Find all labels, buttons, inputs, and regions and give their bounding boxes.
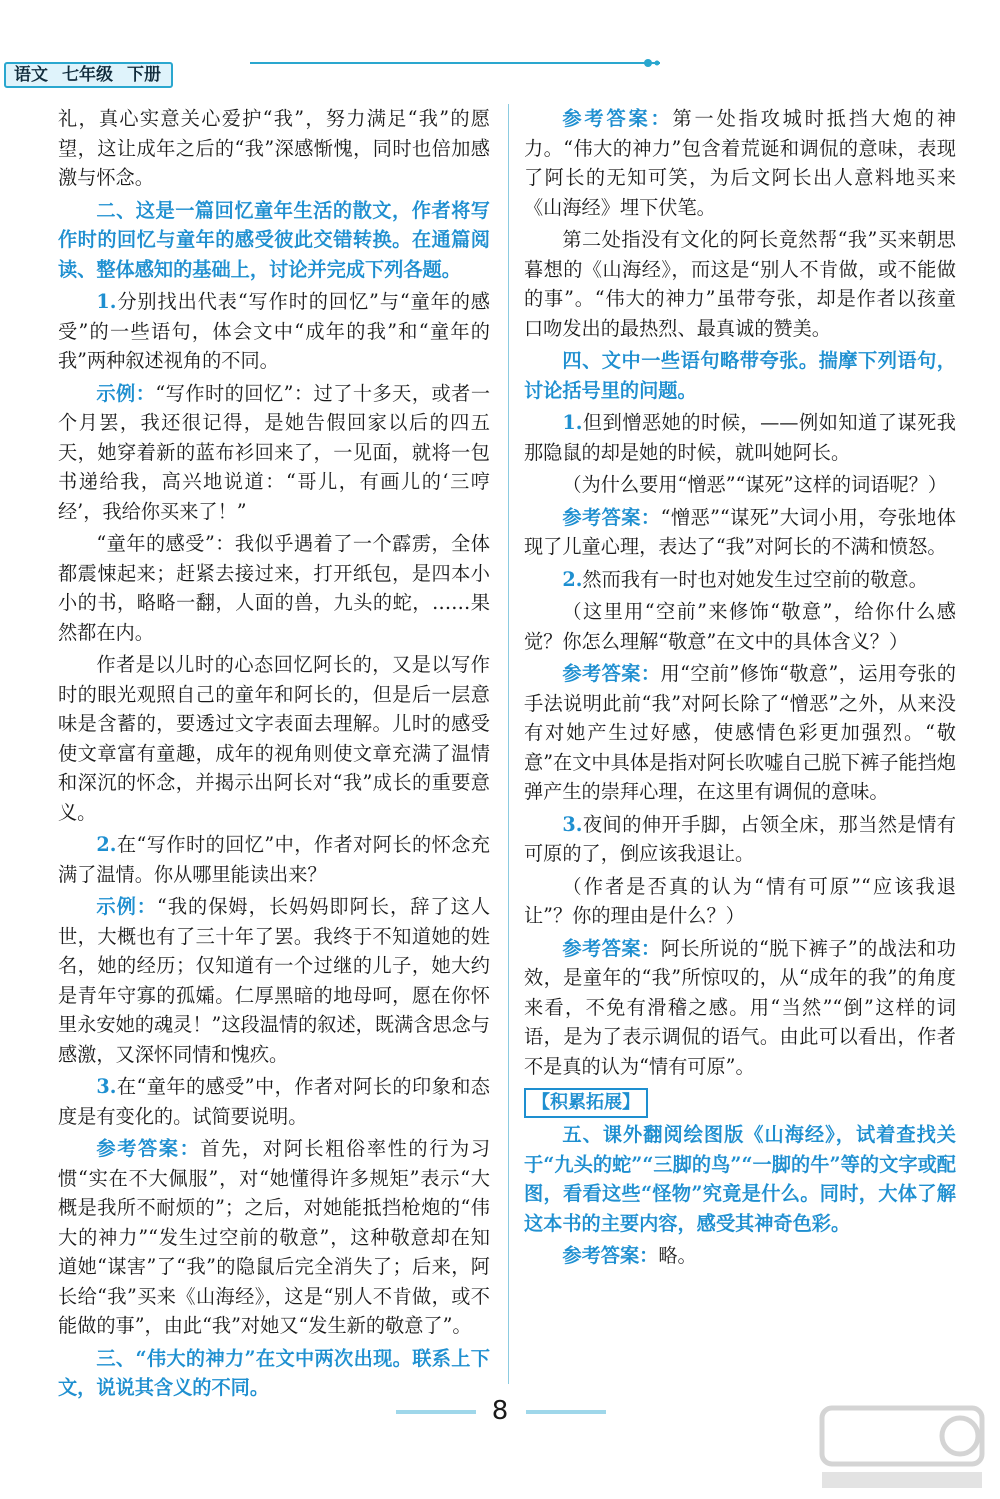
answer-text: 第一处指攻城时抵挡大炮的神力。“伟大的神力”包含着荒诞和调侃的意味，表现了阿长的无知可笑，为后文阿长出人意料地买来《山海经》埋下伏笔。	[524, 107, 957, 219]
question-4-2	[524, 565, 956, 595]
question-2-3	[58, 1072, 490, 1131]
answer-text: 用“空前”修饰“敬意”，运用夸张的手法说明此前“我”对阿长除了“憎恶”之外，从来没有对她产生过好感，使感情色彩更加强烈。“敬意”在文中具体是指对阿长吹嘘自己脱下裤子能挡炮弹产生的崇拜心理，在这里有调侃的意味。	[524, 662, 956, 803]
column-divider	[508, 104, 509, 1384]
question-text: 在“写作时的回忆”中，作者对阿长的怀念充满了温情。你从哪里能读出来？	[58, 833, 490, 886]
question-number: 3.	[562, 812, 583, 836]
answer-2-3	[58, 1134, 490, 1341]
question-text: 夜间的伸开手脚，占领全床，那当然是情有可原的了，倒应该我退让。	[524, 812, 956, 865]
question-number: 3.	[96, 1075, 117, 1098]
question-number: 1.	[96, 290, 117, 313]
example-label: 示例：	[96, 381, 156, 405]
answer-3b: 第二处指没有文化的阿长竟然帮“我”买来朝思暮想的《山海经》，而这是“别人不肯做，或不能做的事”。“伟大的神力”虽带夸张，却是作者以孩童口吻发出的最热烈、最真诚的赞美。	[524, 228, 956, 340]
answer-text: 首先，对阿长粗俗率性的行为习惯“实在不大佩服”，对“她懂得许多规矩”表示“大概是我所不耐烦的”；之后，对她能抵挡枪炮的“伟大的神力”“发生过空前的敬意”，这种敬意却在知道她“谋害”了“我”的隐鼠后完全消失了；后来，阿长给“我”买来《山海经》，这是“别人不肯做，或不能做的事”，由此“我”对她又“发生新的敬意了”。	[58, 1137, 491, 1337]
question-number: 1.	[562, 411, 583, 434]
answer-label: 参考答案：	[562, 1244, 659, 1267]
example-text: “我的保姆，长妈妈即阿长，辞了这人世，大概也有了三十年了罢。我终于不知道她的姓名，她的经历；仅知道有一个过继的儿子，她大约是青年守寡的孤孀。仁厚黑暗的地母呵，愿在你怀里永安她的魂灵！”这段温情的叙述，既满含思念与感激，又深怀同情和愧疚。	[58, 895, 491, 1066]
left-column	[58, 104, 490, 1406]
answer-text: 阿长所说的“脱下裤子”的战法和功效，是童年的“我”所惊叹的，从“成年的我”的角度来看，不免有滑稽之感。用“当然”“倒”这样的词语，是为了表示调侃的语气。由此可以看出，作者不是真的认为“情有可原”。	[524, 936, 956, 1078]
page-number: 8	[491, 1396, 509, 1426]
answer-4-1	[524, 503, 956, 562]
question-4: 四、文中一些语句略带夸张。揣摩下列语句，讨论括号里的问题。	[524, 349, 956, 402]
answer-text: “憎恶”“谋死”大词小用，夸张地体现了儿童心理，表达了“我”对阿长的不满和愤怒。	[524, 505, 956, 558]
question-text: 但到憎恶她的时候，——例如知道了谋死我那隐鼠的却是她的时候，就叫她阿长。	[524, 411, 956, 464]
answer-5	[524, 1241, 956, 1271]
answer-label: 参考答案：	[562, 107, 673, 130]
right-column	[524, 104, 956, 1274]
example-label: 示例：	[96, 895, 157, 918]
question-4-2-prompt: （这里用“空前”来修饰“敬意”，给你什么感觉？你怎么理解“敬意”在文中的具体含义？）	[524, 600, 956, 653]
question-4-3	[524, 810, 956, 869]
answer-label: 参考答案：	[96, 1137, 201, 1160]
section-tag-accumulation: 【积累拓展】	[524, 1088, 648, 1118]
page-number-ornament-right-icon	[526, 1408, 606, 1416]
answer-label: 参考答案：	[562, 936, 661, 960]
header-tab	[4, 62, 173, 88]
example-1c: 作者是以儿时的心态回忆阿长的，又是以写作时的眼光观照自己的童年和阿长的，但是后一层意味是含蓄的，要透过文字表面去理解。儿时的感受使文章富有童趣，成年的视角则使文章充满了温情和深沉的怀念，并揭示出阿长对“我”成长的重要意义。	[58, 653, 490, 824]
question-5: 五、课外翻阅绘图版《山海经》，试着查找关于“九头的蛇”“三脚的鸟”“一脚的牛”等的文字或配图，看看这些“怪物”究竟是什么。同时，大体了解这本书的主要内容，感受其神奇色彩。	[524, 1123, 956, 1235]
question-number: 2.	[96, 833, 117, 856]
question-4-3-prompt: （作者是否真的认为“情有可原”“应该我退让”？你的理由是什么？）	[524, 874, 956, 927]
question-2-2	[58, 830, 490, 889]
example-1	[58, 379, 490, 527]
question-2: 二、这是一篇回忆童年生活的散文，作者将写作时的回忆与童年的感受彼此交错转换。在通篇阅读、整体感知的基础上，讨论并完成下列各题。	[58, 198, 490, 281]
paragraph: 礼，真心实意关心爱护“我”，努力满足“我”的愿望，这让成年之后的“我”深感惭愧，同时也倍加感激与怀念。	[58, 107, 490, 189]
answer-4-2	[524, 659, 956, 807]
question-3: 三、“伟大的神力”在文中两次出现。联系上下文，说说其含义的不同。	[58, 1346, 490, 1399]
answer-text: 略。	[658, 1244, 697, 1267]
question-text: 在“童年的感受”中，作者对阿长的印象和态度是有变化的。试简要说明。	[58, 1075, 490, 1128]
question-text: 分别找出代表“写作时的回忆”与“童年的感受”的一些语句，体会文中“成年的我”和“童年的我”两种叙述视角的不同。	[58, 290, 490, 372]
question-4-1	[524, 408, 956, 467]
answer-label: 参考答案：	[562, 505, 661, 529]
answer-4-3	[524, 934, 956, 1082]
header-dots-ornament-icon	[642, 56, 662, 70]
question-4-1-prompt: （为什么要用“憎恶”“谋死”这样的词语呢？）	[562, 473, 948, 496]
question-text: 然而我有一时也对她发生过空前的敬意。	[582, 567, 928, 591]
answer-label: 参考答案：	[562, 662, 661, 685]
header-rule	[250, 62, 660, 64]
answer-3	[524, 104, 956, 222]
question-2-1	[58, 287, 490, 376]
example-1b: “童年的感受”：我似乎遇着了一个霹雳，全体都震悚起来；赶紧去接过来，打开纸包，是四本小小的书，略略一翻，人面的兽，九头的蛇，……果然都在内。	[58, 532, 490, 644]
grade-label: 七年级	[62, 65, 113, 85]
example-text: “写作时的回忆”：过了十多天，或者一个月罢，我还很记得，是她告假回家以后的四五天，她穿着新的蓝布衫回来了，一见面，就将一包书递给我，高兴地说道：“哥儿，有画儿的‘三哼经’，我给你买来了！”	[58, 381, 491, 523]
subject-label: 语文	[14, 65, 48, 85]
example-2	[58, 892, 490, 1069]
question-number: 2.	[562, 567, 583, 591]
volume-label: 下册	[127, 65, 161, 85]
watermark-logo-icon	[812, 1400, 992, 1496]
